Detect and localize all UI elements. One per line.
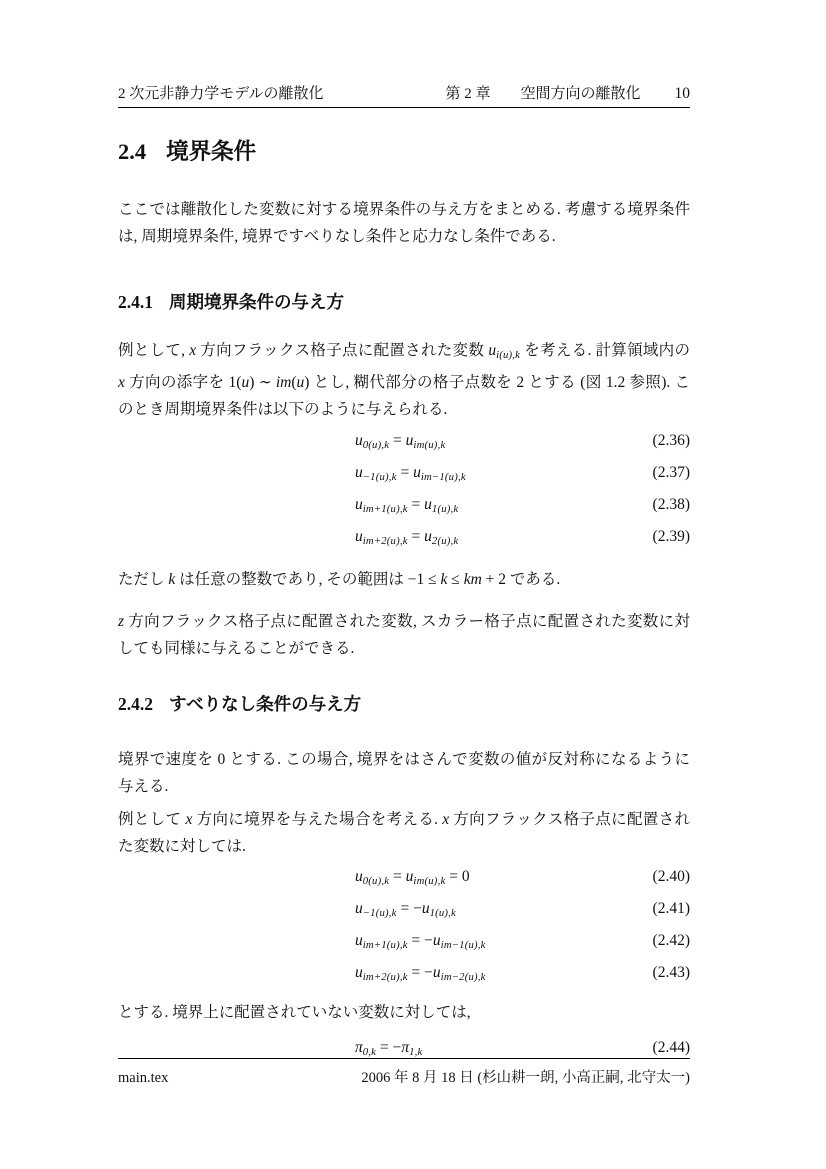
running-title: 2 次元非静力学モデルの離散化 (118, 86, 324, 102)
text-segment: = 0 (445, 867, 470, 885)
text-segment: im(u),k (413, 874, 446, 887)
text-segment: 1(u),k (431, 502, 459, 515)
equation-number-241: (2.41) (652, 899, 690, 917)
section-number: 2.4 (118, 139, 147, 164)
text-segment: u (432, 931, 441, 949)
equation-number-242: (2.42) (652, 931, 690, 949)
text-segment: k (168, 570, 176, 588)
paragraph-periodic-example (118, 337, 690, 423)
subsection-heading-periodic (118, 290, 690, 314)
text-segment: km (463, 570, 482, 588)
equation-row (118, 464, 690, 496)
text-segment: u (296, 373, 305, 391)
subsection-title: 周期境界条件の与え方 (169, 292, 344, 312)
text-segment: 例として (118, 810, 186, 828)
subsection-title: すべりなし条件の与え方 (169, 693, 362, 714)
text-segment: x (442, 810, 450, 828)
text-segment: x (185, 810, 193, 828)
section-title: 境界条件 (166, 139, 257, 164)
equation-row (118, 868, 690, 900)
text-segment: x (189, 342, 197, 359)
text-segment: u (488, 342, 497, 359)
subsection-number: 2.4.1 (118, 292, 153, 312)
text-segment: = (389, 867, 406, 885)
text-segment: = (389, 431, 406, 449)
equation-number-236: (2.36) (652, 431, 690, 449)
text-segment: π (355, 1038, 363, 1056)
equation-number-240: (2.40) (652, 867, 690, 885)
text-segment: i(u),k (496, 348, 521, 361)
text-segment: im (275, 373, 292, 391)
equation-row (118, 964, 690, 996)
text-segment: u (405, 431, 414, 449)
text-segment: u (421, 899, 430, 917)
equation-241 (355, 900, 456, 919)
equation-group-noslip (118, 868, 690, 996)
text-segment: u (355, 527, 363, 545)
text-segment: im+1(u),k (362, 938, 408, 951)
text-segment: ≤ (447, 570, 464, 588)
text-segment: ) とし, 糊代部分の格子点数を 2 とする (図 1.2 参照). このとき周期境界条件は以下のように与えられる. (118, 373, 690, 418)
text-segment: π (401, 1038, 410, 1056)
text-segment: u (424, 527, 432, 545)
equation-row (118, 432, 690, 464)
equation-row (118, 496, 690, 528)
text-segment: im−1(u),k (440, 938, 486, 951)
text-segment: −1(u),k (362, 906, 397, 919)
text-segment: z (118, 612, 125, 630)
text-segment: + 2 である. (481, 570, 561, 588)
page-header (118, 84, 690, 108)
text-segment: x (118, 373, 125, 391)
subsection-number: 2.4.2 (118, 693, 153, 714)
text-segment: ただし (118, 570, 169, 588)
equation-242 (355, 932, 486, 951)
section-heading (118, 138, 690, 166)
text-segment: k (440, 570, 448, 588)
text-segment: u (241, 373, 250, 391)
text-segment: 方向の添字を 1( (124, 373, 242, 391)
text-segment: 0(u),k (362, 874, 390, 887)
text-segment: 2(u),k (431, 534, 459, 547)
equation-236 (355, 432, 445, 451)
text-segment: は任意の整数であり, その範囲は −1 ≤ (175, 570, 441, 588)
text-segment: u (355, 963, 363, 981)
paragraph-noslip-intro: 境界で速度を 0 とする. この場合, 境界をはさんで変数の値が反対称になるように与える. (118, 750, 690, 795)
text-segment: 0(u),k (362, 438, 390, 451)
equation-number-237: (2.37) (652, 463, 690, 481)
equation-number-239: (2.39) (652, 527, 690, 545)
page-number: 10 (674, 85, 690, 102)
text-segment: ( (291, 373, 297, 391)
text-segment: u (355, 463, 363, 481)
equation-number-243: (2.43) (652, 963, 690, 981)
page-footer (118, 1058, 690, 1087)
text-segment: u (424, 495, 432, 513)
text-segment: = − (376, 1038, 402, 1056)
text-segment: = (396, 463, 414, 481)
text-segment: = − (396, 899, 422, 917)
text-segment: im−2(u),k (440, 970, 486, 983)
equation-number-238: (2.38) (652, 495, 690, 513)
text-segment: u (413, 463, 421, 481)
text-segment: 方向フラックス格子点に配置された変数, スカラー格子点に配置された変数に対しても同様に与えることができる. (118, 612, 690, 657)
text-segment: u (355, 431, 363, 449)
page-content (118, 0, 690, 1071)
text-segment: im+1(u),k (362, 502, 408, 515)
text-segment: 0,k (362, 1045, 377, 1058)
text-segment: = − (407, 963, 433, 981)
equation-row (118, 528, 690, 560)
text-segment: 方向に境界を与えた場合を考える. (192, 810, 443, 828)
footer-date-authors: 2006 年 8 月 18 日 (杉山耕一朗, 小高正嗣, 北守太一) (361, 1070, 690, 1086)
text-segment: −1(u),k (362, 470, 397, 483)
equation-237 (355, 464, 466, 483)
text-segment: を考える. 計算領域内の (520, 342, 690, 359)
text-segment: ) ∼ (249, 373, 276, 391)
text-segment: u (355, 867, 363, 885)
text-segment: u (355, 495, 363, 513)
text-segment: 方向フラックス格子点に配置された変数に対しては. (118, 810, 690, 855)
text-segment: im(u),k (413, 438, 446, 451)
text-segment: im−1(u),k (420, 470, 466, 483)
subsection-heading-noslip (118, 692, 690, 716)
paragraph-z-direction (118, 608, 690, 662)
equation-row (118, 900, 690, 932)
text-segment: u (405, 867, 414, 885)
equation-243 (355, 964, 486, 983)
text-segment: im+2(u),k (362, 534, 408, 547)
equation-group-periodic (118, 432, 690, 560)
text-segment: = (407, 527, 425, 545)
equation-238 (355, 496, 458, 515)
text-segment: u (355, 899, 363, 917)
text-segment: 1,k (409, 1045, 423, 1058)
footer-filename: main.tex (118, 1070, 169, 1086)
text-segment: u (432, 963, 441, 981)
text-segment: = (407, 495, 425, 513)
text-segment: 例として, (118, 342, 190, 359)
equation-240 (355, 868, 470, 887)
equation-row (118, 932, 690, 964)
paragraph-not-on-boundary: とする. 境界上に配置されていない変数に対しては, (118, 1003, 471, 1021)
text-segment: 方向フラックス格子点に配置された変数 (196, 342, 489, 359)
text-segment: im+2(u),k (362, 970, 408, 983)
paragraph-noslip-example (118, 806, 690, 860)
equation-244 (355, 1039, 422, 1058)
text-segment: 1(u),k (429, 906, 456, 919)
paragraph-k-range (118, 566, 690, 593)
chapter-title: 第 2 章 空間方向の離散化 (445, 86, 641, 102)
text-segment: = − (407, 931, 433, 949)
paragraph-intro: ここでは離散化した変数に対する境界条件の与え方をまとめる. 考慮する境界条件は, 周期境界条件, 境界ですべりなし条件と応力なし条件である. (118, 201, 690, 245)
equation-number-244: (2.44) (652, 1038, 690, 1056)
text-segment: u (355, 931, 363, 949)
equation-239 (355, 528, 458, 547)
